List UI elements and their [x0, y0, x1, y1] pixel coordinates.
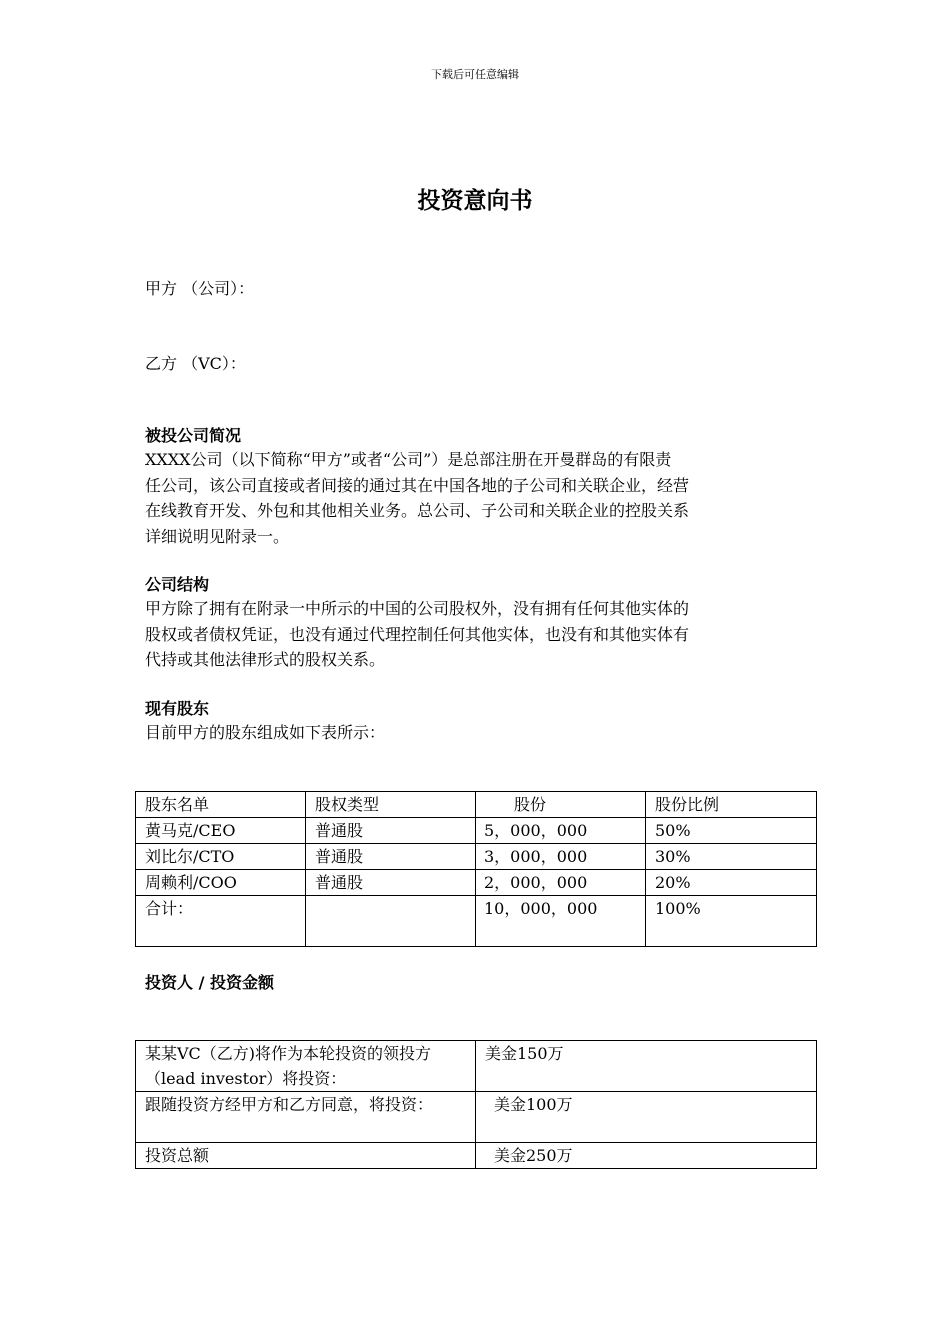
party-b-label: 乙方 （VC）：	[145, 354, 246, 373]
table-cell: 普通股	[306, 870, 476, 896]
table-cell: 50%	[646, 818, 817, 844]
table-cell: 2，000，000	[476, 870, 646, 896]
table-cell: 某某VC（乙方)将作为本轮投资的领投方（lead investor）将投资：	[136, 1041, 476, 1092]
table-row	[136, 1143, 817, 1169]
header-cell: 股东名单	[136, 792, 306, 818]
table-cell: 刘比尔/CTO	[136, 844, 306, 870]
section-heading-shareholders: 现有股东	[145, 699, 210, 718]
shareholder-table	[135, 791, 817, 947]
document-title: 投资意向书	[417, 188, 533, 214]
table-cell: 合计：	[136, 896, 306, 947]
party-a-label: 甲方 （公司）：	[145, 279, 255, 298]
table-cell: 普通股	[306, 844, 476, 870]
section-shareholders-intro: 目前甲方的股东组成如下表所示：	[145, 723, 386, 742]
section-heading-investment: 投资人 / 投资金额	[145, 973, 274, 992]
table-row	[136, 1041, 817, 1092]
table-cell: 美金250万	[476, 1143, 817, 1169]
table-row	[136, 1092, 817, 1143]
table-cell: 投资总额	[136, 1143, 476, 1169]
section-heading-structure: 公司结构	[145, 575, 210, 594]
text-line: 甲方除了拥有在附录一中所示的中国的公司股权外，没有拥有任何其他实体的	[145, 599, 690, 618]
table-cell: 100%	[646, 896, 817, 947]
table-cell: 美金100万	[476, 1092, 817, 1143]
table-cell: 3，000，000	[476, 844, 646, 870]
investment-table	[135, 1040, 817, 1169]
header-cell: 股份	[476, 792, 646, 818]
text-line: 在线教育开发、外包和其他相关业务。总公司、子公司和关联企业的控股关系	[145, 501, 690, 520]
text-line: 详细说明见附录一。	[145, 526, 290, 546]
table-total-row	[136, 896, 817, 947]
text-line: XXXX公司（以下简称“甲方”或者“公司”）是总部注册在开曼群岛的有限责	[145, 450, 672, 469]
table-cell: 5，000，000	[476, 818, 646, 844]
table-cell: 10，000，000	[476, 896, 646, 947]
table-cell: 普通股	[306, 818, 476, 844]
text-line: 任公司，该公司直接或者间接的通过其在中国各地的子公司和关联企业，经营	[145, 475, 690, 495]
table-header-row	[136, 792, 817, 818]
table-cell: 黄马克/CEO	[136, 818, 306, 844]
table-cell: 美金150万	[476, 1041, 817, 1092]
header-cell: 股份比例	[646, 792, 817, 818]
table-row	[136, 870, 817, 896]
text-line: 股权或者债权凭证，也没有通过代理控制任何其他实体，也没有和其他实体有	[145, 624, 690, 644]
table-row	[136, 844, 817, 870]
section-overview-text	[145, 447, 805, 549]
table-cell	[306, 896, 476, 947]
table-row	[136, 818, 817, 844]
header-cell: 股权类型	[306, 792, 476, 818]
section-structure-text	[145, 596, 805, 673]
header-note: 下载后可任意编辑	[431, 68, 519, 81]
table-cell: 周赖利/COO	[136, 870, 306, 896]
table-cell: 跟随投资方经甲方和乙方同意，将投资：	[136, 1092, 476, 1143]
section-heading-overview: 被投公司简况	[145, 426, 242, 445]
table-cell: 30%	[646, 844, 817, 870]
table-cell: 20%	[646, 870, 817, 896]
text-line: 代持或其他法律形式的股权关系。	[145, 650, 386, 669]
